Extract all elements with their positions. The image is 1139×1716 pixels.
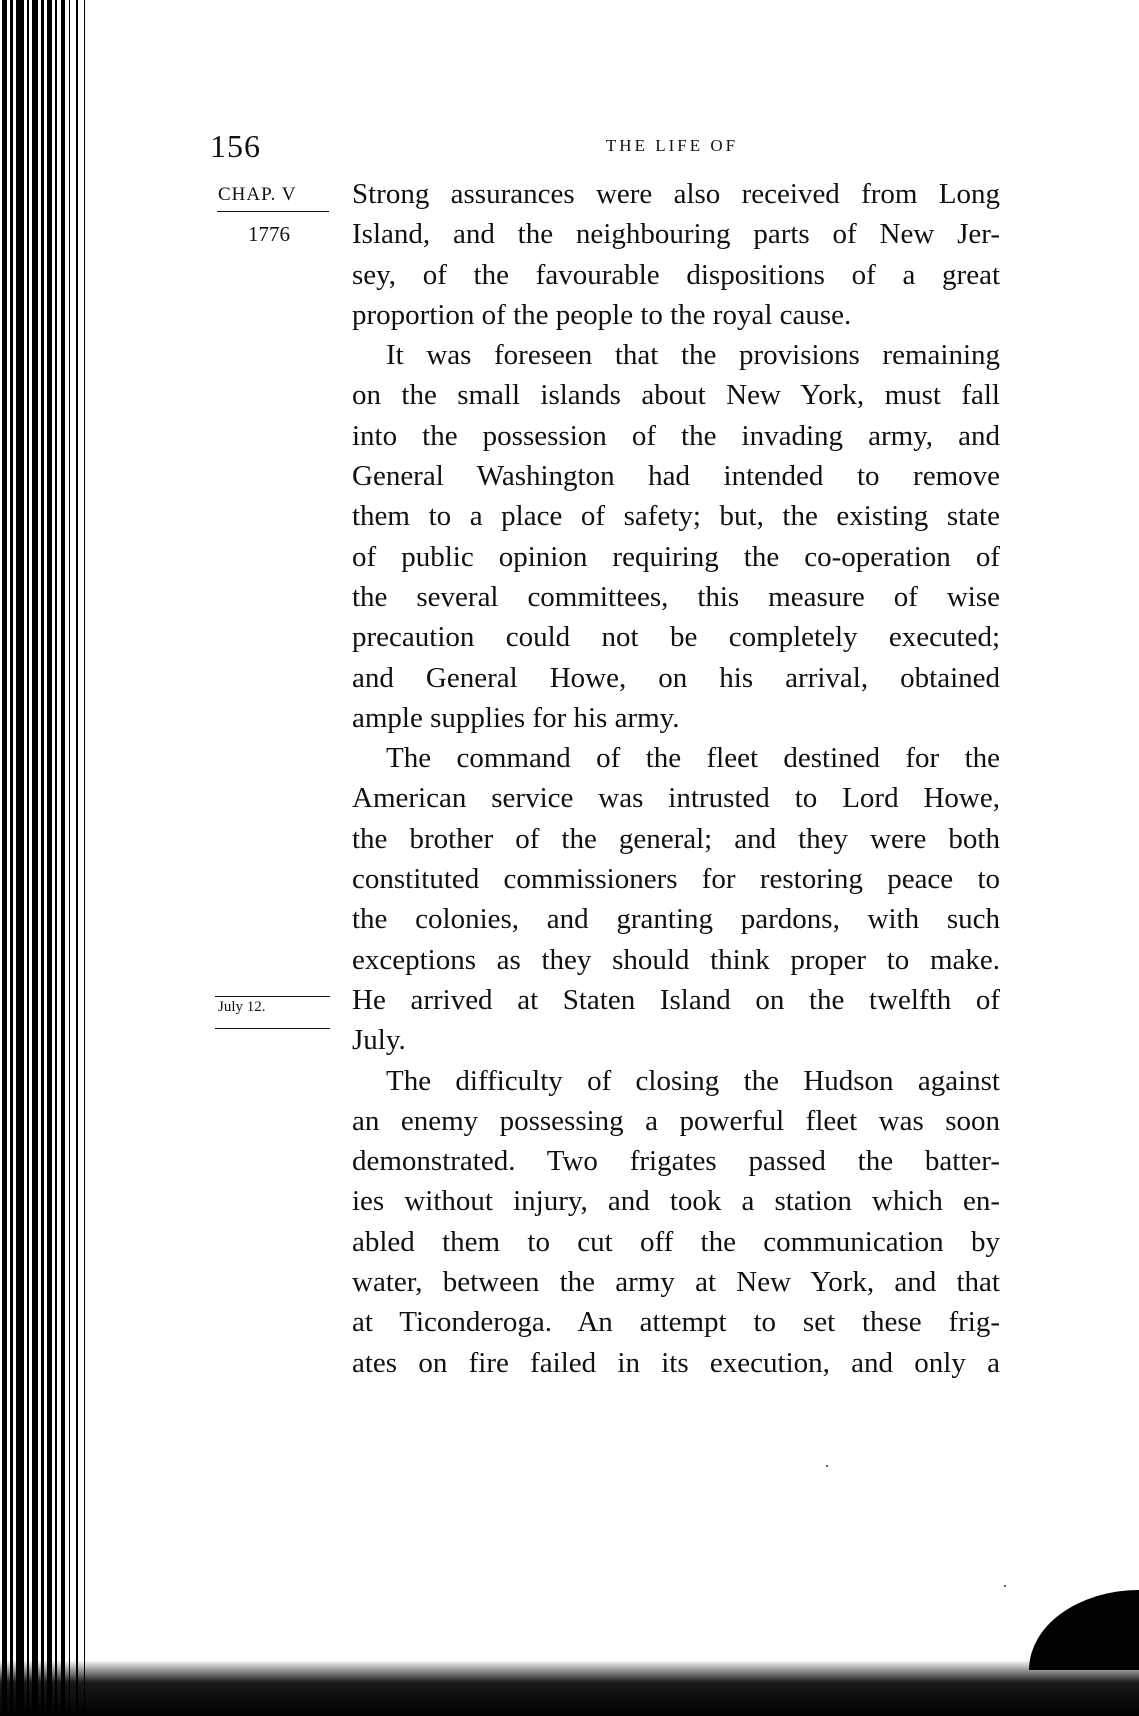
margin-chapter: CHAP. V [218, 184, 297, 205]
text-line: the colonies, and granting pardons, with such [352, 903, 1000, 936]
text-line: exceptions as they should think proper to make. [352, 943, 1000, 976]
text-line: abled them to cut off the communication by [352, 1225, 1000, 1258]
margin-rule [215, 1028, 330, 1029]
text-line: He arrived at Staten Island on the twelfth of [352, 983, 1000, 1016]
text-line: and General Howe, on his arrival, obtained [352, 661, 1000, 694]
margin-rule [215, 996, 330, 997]
text-line: the several committees, this measure of wise [352, 580, 1000, 613]
margin-year: 1776 [248, 222, 290, 246]
text-line: constituted commissioners for restoring peace to [352, 863, 1000, 896]
text-line: proportion of the people to the royal cause. [352, 298, 852, 331]
text-line: The difficulty of closing the Hudson against [386, 1064, 1000, 1097]
page-curl-shadow [1029, 1590, 1139, 1670]
text-line: General Washington had intended to remove [352, 460, 1000, 493]
text-line: an enemy possessing a powerful fleet was soon [352, 1104, 1000, 1137]
text-line: Strong assurances were also received from Long [352, 178, 1000, 210]
text-line: ample supplies for his army. [352, 701, 680, 734]
text-line: ies without injury, and took a station which en- [352, 1185, 1000, 1218]
text-line: ates on fire failed in its execution, and only a [352, 1346, 1000, 1379]
margin-date-note: July 12. [218, 999, 266, 1015]
scan-speck [826, 1465, 828, 1467]
text-line: The command of the fleet destined for the [386, 742, 1000, 775]
text-line: It was foreseen that the provisions remaining [386, 339, 1000, 372]
body-text [352, 174, 1000, 1383]
margin-rule [217, 211, 329, 212]
book-binding-edge [0, 0, 95, 1716]
scan-speck [1004, 1585, 1006, 1587]
text-line: into the possession of the invading army, and [352, 419, 1000, 452]
text-line: Island, and the neighbouring parts of New Jer- [352, 218, 1000, 251]
text-line: them to a place of safety; but, the existing state [352, 500, 1000, 533]
text-line: July. [352, 1024, 406, 1057]
text-line: the brother of the general; and they were both [352, 822, 1000, 855]
text-line: American service was intrusted to Lord Howe, [352, 782, 1000, 815]
page-number: 156 [210, 128, 261, 164]
text-line: demonstrated. Two frigates passed the batter- [352, 1145, 1000, 1178]
text-line: water, between the army at New York, and that [352, 1266, 1000, 1299]
bottom-edge-shadow [0, 1660, 1139, 1716]
text-line: of public opinion requiring the co-operation of [352, 540, 1000, 573]
text-line: on the small islands about New York, must fall [352, 379, 1000, 412]
text-line: sey, of the favourable dispositions of a great [352, 258, 1000, 291]
running-head: THE LIFE OF [605, 136, 739, 155]
text-line: precaution could not be completely executed; [352, 621, 1000, 654]
text-line: at Ticonderoga. An attempt to set these frig- [352, 1306, 1000, 1339]
